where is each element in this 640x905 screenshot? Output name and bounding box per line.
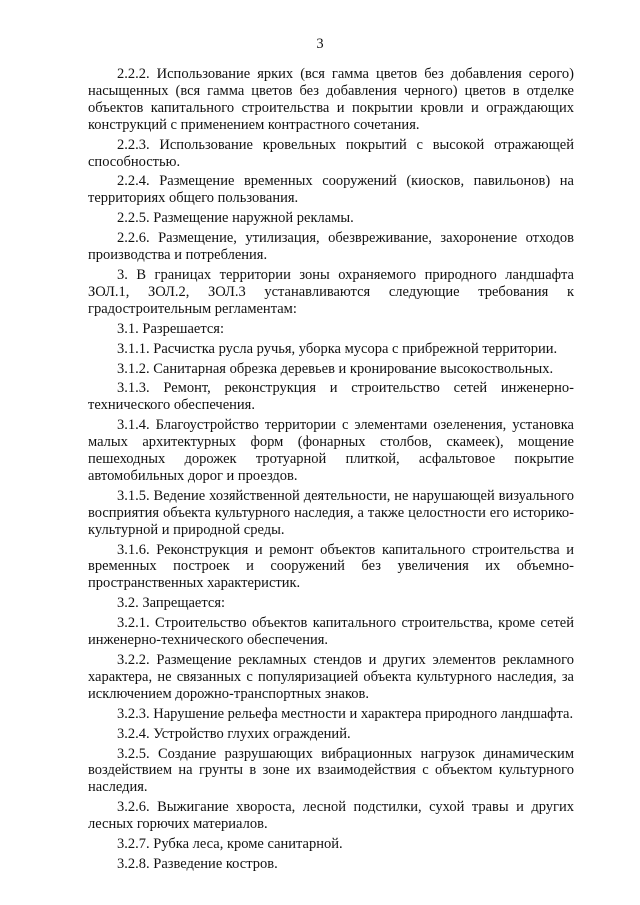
paragraph-3-1-2: 3.1.2. Санитарная обрезка деревьев и кронирование высокоствольных. [117, 360, 554, 377]
paragraph-3-2-6: 3.2.6. Выжигание хвороста, лесной подстилки, сухой травы и других лесных горючих материалов. [88, 799, 574, 833]
paragraph-3-2: 3.2. Запрещается: [117, 595, 226, 612]
paragraph-2-2-3: 2.2.3. Использование кровельных покрытий с высокой отражающей способностью. [88, 136, 574, 170]
paragraph-3-2-3: 3.2.3. Нарушение рельефа местности и характера природного ландшафта. [117, 705, 574, 722]
paragraph-2-2-6: 2.2.6. Размещение, утилизация, обезвреживание, захоронение отходов производства и потребления. [88, 230, 574, 264]
paragraph-3-2-5: 3.2.5. Создание разрушающих вибрационных нагрузок динамическим воздействием на грунты в зоне их взаимодействия с объектом культурного наследия. [88, 745, 574, 796]
paragraph-3-1-1: 3.1.1. Расчистка русла ручья, уборка мусора с прибрежной территории. [117, 340, 558, 357]
document-body [88, 66, 574, 876]
paragraph-2-2-5: 2.2.5. Размещение наружной рекламы. [117, 210, 354, 227]
paragraph-3-2-1: 3.2.1. Строительство объектов капитального строительства, кроме сетей инженерно-технического обеспечения. [88, 615, 574, 649]
paragraph-3-2-4: 3.2.4. Устройство глухих ограждений. [117, 725, 351, 742]
paragraph-3-1: 3.1. Разрешается: [117, 320, 224, 337]
paragraph-3-1-6: 3.1.6. Реконструкция и ремонт объектов капитального строительства и временных построек и сооружений без увеличения их объемно-пространственных характеристик. [88, 541, 574, 592]
paragraph-2-2-2: 2.2.2. Использование ярких (вся гамма цветов без добавления серого) насыщенных (вся гамма цветов без добавления черного) цветов в отделке объектов капитального строительства и покрытии кровли и ограждающих конструкций с применением контрастного сочетания. [88, 66, 574, 133]
paragraph-3-1-3: 3.1.3. Ремонт, реконструкция и строительство сетей инженерно-технического обеспечения. [88, 380, 574, 414]
paragraph-3-2-8: 3.2.8. Разведение костров. [117, 855, 278, 872]
paragraph-3-1-4: 3.1.4. Благоустройство территории с элементами озеленения, установка малых архитектурных форм (фонарных столбов, скамеек), мощение пешеходных дорожек тротуарной плиткой, асфальтовое покрытие автомобильных дорог и проездов. [88, 417, 574, 484]
paragraph-3-1-5: 3.1.5. Ведение хозяйственной деятельности, не нарушающей визуального восприятия объекта культурного наследия, а также целостности его историко-культурной и природной среды. [88, 487, 574, 538]
paragraph-2-2-4: 2.2.4. Размещение временных сооружений (киосков, павильонов) на территориях общего пользования. [88, 173, 574, 207]
paragraph-3: 3. В границах территории зоны охраняемого природного ландшафта ЗОЛ.1, ЗОЛ.2, ЗОЛ.3 устанавливаются следующие требования к градостроительным регламентам: [88, 266, 574, 317]
paragraph-3-2-7: 3.2.7. Рубка леса, кроме санитарной. [117, 836, 343, 853]
page-number: 3 [316, 36, 324, 52]
paragraph-3-2-2: 3.2.2. Размещение рекламных стендов и других элементов рекламного характера, не связанных с популяризацией объекта культурного наследия, за исключением дорожно-транспортных знаков. [88, 652, 574, 702]
